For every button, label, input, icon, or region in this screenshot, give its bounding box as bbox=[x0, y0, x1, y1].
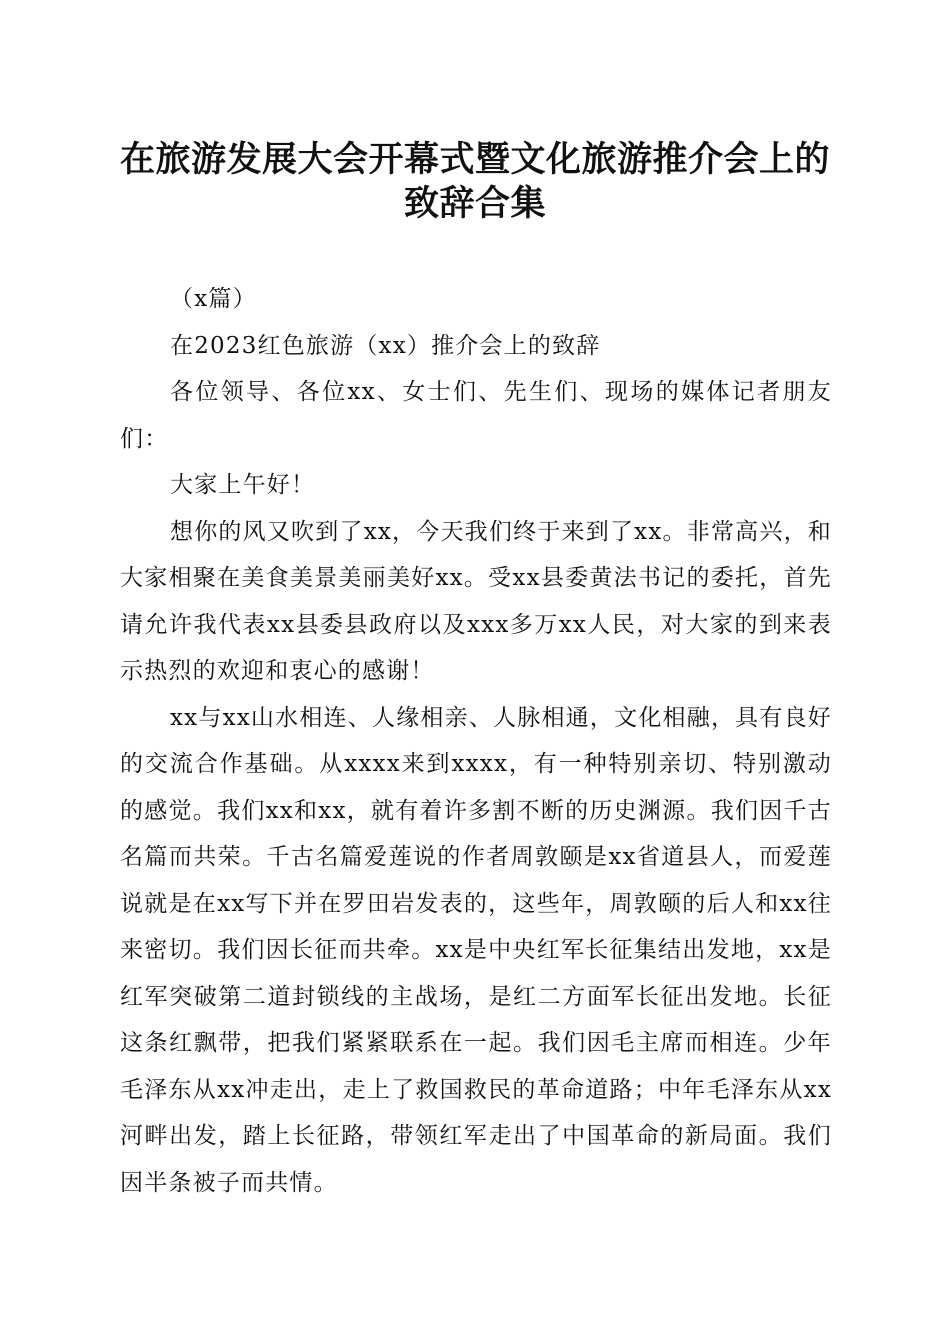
document-body bbox=[120, 276, 832, 1206]
welcome-paragraph: 想你的风又吹到了xx，今天我们终于来到了xx。非常高兴，和大家相聚在美食美景美丽美好xx。受xx县委黄法书记的委托，首先请允许我代表xx县委县政府以及xxx多万xx人民，对大家的到来表示热烈的欢迎和衷心的感谢！ bbox=[120, 518, 832, 684]
title-line-1: 在旅游发展大会开幕式暨文化旅游推介会上的 bbox=[119, 139, 830, 180]
salutation-paragraph: 各位领导、各位xx、女士们、先生们、现场的媒体记者朋友们： bbox=[120, 379, 832, 452]
title-line-2: 致辞合集 bbox=[403, 183, 546, 224]
document-title bbox=[110, 138, 840, 226]
history-paragraph: xx与xx山水相连、人缘相亲、人脉相通，文化相融，具有良好的交流合作基础。从xxxx来到xxxx，有一种特别亲切、特别激动的感觉。我们xx和xx，就有着许多割不断的历史渊源。我们因千古名篇而共荣。千古名篇爱莲说的作者周敦颐是xx省道县人，而爱莲说就是在xx写下并在罗田岩发表的，这些年，周敦颐的后人和xx往来密切。我们因长征而共牵。xx是中央红军长征集结出发地，xx是红军突破第二道封锁线的主战场，是红二方面军长征出发地。长征这条红飘带，把我们紧紧联系在一起。我们因毛主席而相连。少年毛泽东从xx冲走出，走上了救国救民的革命道路；中年毛泽东从xx河畔出发，踏上长征路，带领红军走出了中国革命的新局面。我们因半条被子而共情。 bbox=[120, 704, 832, 1196]
article-count: （x篇） bbox=[170, 286, 257, 312]
greeting-paragraph: 大家上午好！ bbox=[170, 472, 316, 498]
speech-heading: 在2023红色旅游（xx）推介会上的致辞 bbox=[170, 332, 601, 359]
